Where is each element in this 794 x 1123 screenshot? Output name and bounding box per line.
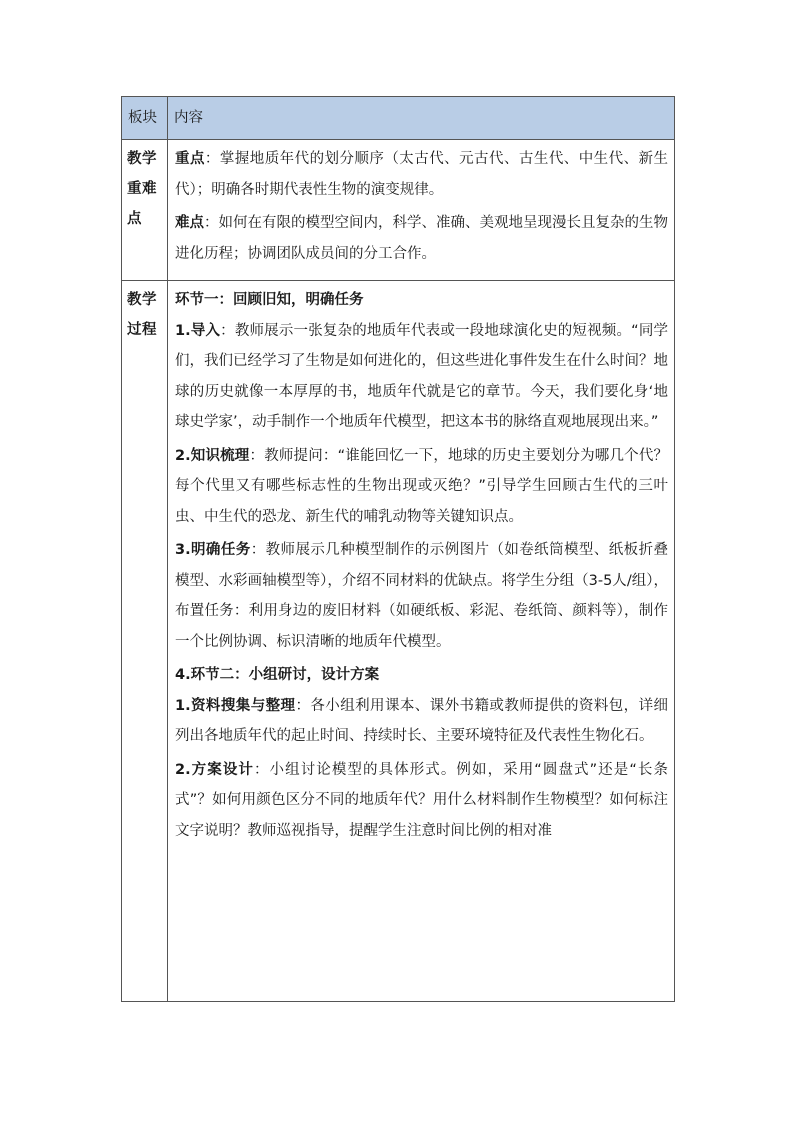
key-point-paragraph: 重点：掌握地质年代的划分顺序（太古代、元古代、古生代、中生代、新生代）；明确各时期代表性生物的演变规律。 [175,151,668,198]
header-section-label: 板块 [128,110,157,126]
section-heading-2: 4.环节二：小组研讨，设计方案 [175,667,380,683]
process-paragraph-task: 3.明确任务：教师展示几种模型制作的示例图片（如卷纸筒模型、纸板折叠模型、水彩画轴模型等），介绍不同材料的优缺点。将学生分组（3-5人/组），布置任务：利用身边的废旧材料（如硬纸板、彩泥、卷纸筒、颜料等），制作一个比例协调、标识清晰的地质年代模型。 [175,542,669,650]
row-label-teaching-process: 教学 过程 [127,292,157,338]
header-cell-content [168,97,675,140]
process-paragraph-design: 2.方案设计：小组讨论模型的具体形式。例如，采用“圆盘式”还是“长条式”？如何用颜色区分不同的地质年代？用什么材料制作生物模型？如何标注文字说明？教师巡视指导，提醒学生注意时间比例的相对准 [175,761,668,839]
row-label-key-points: 教学 重难 点 [127,151,157,227]
table-header-row [122,97,675,140]
process-paragraph-research: 1.资料搜集与整理：各小组利用课本、课外书籍或教师提供的资料包，详细列出各地质年代的起止时间、持续时长、主要环境特征及代表性生物化石。 [175,697,668,744]
section-heading-1: 环节一：回顾旧知，明确任务 [175,292,364,308]
header-content-label: 内容 [174,110,203,126]
process-paragraph-intro: 1.导入：教师展示一张复杂的地质年代表或一段地球演化史的短视频。“同学们，我们已经学习了生物是如何进化的，但这些进化事件发生在什么时间？地球的历史就像一本厚厚的书，地质年代就是它的章节。今天，我们要化身‘地球史学家’，动手制作一个地质年代模型，把这本书的脉络直观地展现出来。” [175,322,669,430]
table-row-key-points [122,140,675,281]
difficulty-paragraph: 难点：如何在有限的模型空间内，科学、准确、美观地呈现漫长且复杂的生物进化历程；协调团队成员间的分工合作。 [175,215,668,262]
lesson-plan-table [121,96,675,1002]
header-cell-section [122,97,168,140]
row-content-cell [168,140,675,281]
process-paragraph-review: 2.知识梳理：教师提问：“谁能回忆一下，地球的历史主要划分为哪几个代？每个代里又有哪些标志性的生物出现或灭绝？”引导学生回顾古生代的三叶虫、中生代的恐龙、新生代的哺乳动物等关键知识点。 [175,447,669,525]
row-label-cell [122,281,168,1002]
row-label-cell [122,140,168,281]
table-row-teaching-process [122,281,675,1002]
row-content-cell [168,281,675,1002]
